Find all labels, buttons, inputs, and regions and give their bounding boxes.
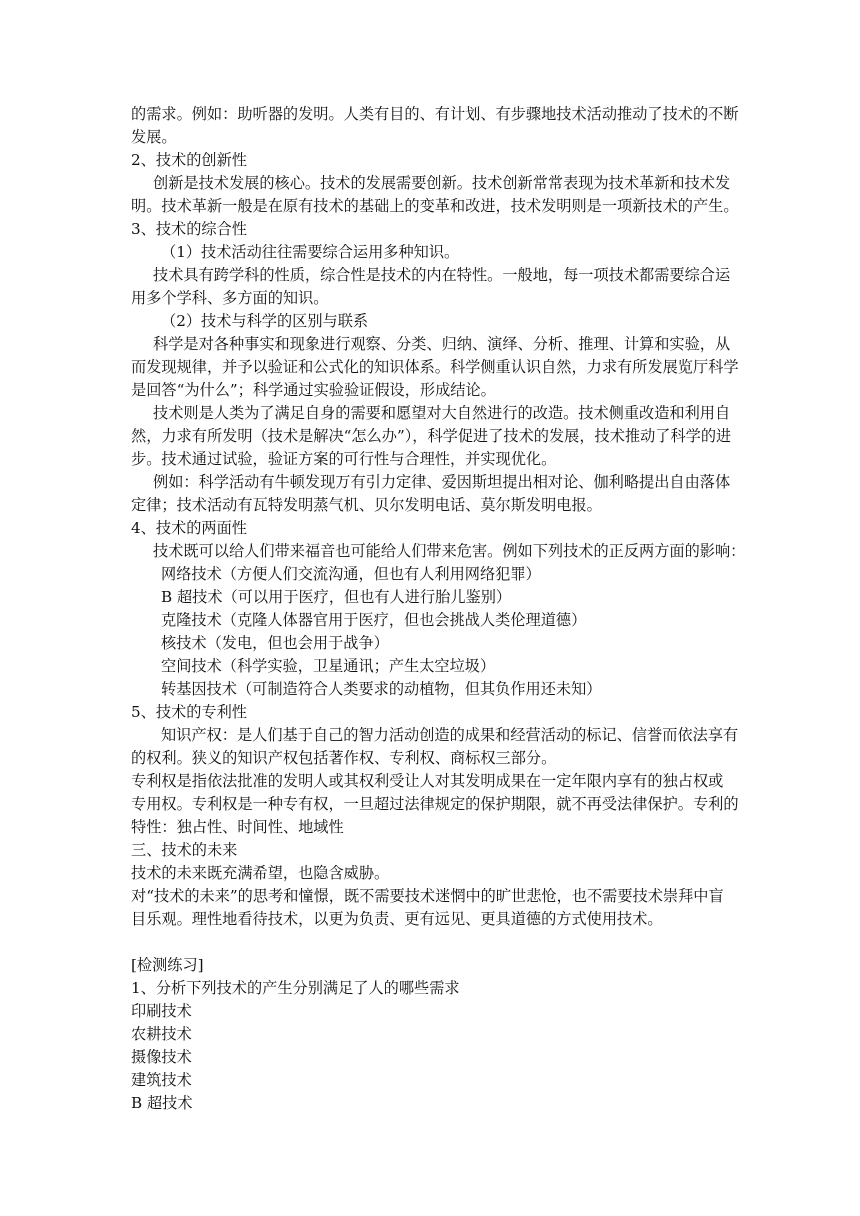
text-line: 知识产权：是人们基于自己的智力活动创造的成果和经营活动的标记、信誉而依法享有 <box>161 726 739 744</box>
section-heading: 3、技术的综合性 <box>131 220 247 238</box>
text-line: 技术既可以给人们带来福音也可能给人们带来危害。例如下列技术的正反两方面的影响： <box>153 542 746 560</box>
section-heading: 4、技术的两面性 <box>131 519 247 537</box>
list-item: 网络技术（方便人们交流沟通，但也有人利用网络犯罪） <box>161 565 541 583</box>
text-line: 用多个学科、多方面的知识。 <box>131 289 329 307</box>
text-line: 发展。 <box>131 128 177 146</box>
list-item: 转基因技术（可制造符合人类要求的动植物，但其负作用还未知） <box>161 680 602 698</box>
subsection-heading: （1）技术活动往往需要综合运用多种知识。 <box>161 243 460 261</box>
list-item: 空间技术（科学实验，卫星通讯；产生太空垃圾） <box>161 657 496 675</box>
text-line: 明。技术革新一般是在原有技术的基础上的变革和改进，技术发明则是一项新技术的产生。 <box>131 197 739 215</box>
subsection-heading: （2）技术与科学的区别与联系 <box>161 312 369 330</box>
exercise-item: B 超技术 <box>131 1094 193 1112</box>
text-line: 技术具有跨学科的性质，综合性是技术的内在特性。一般地，每一项技术都需要综合运 <box>153 266 731 284</box>
text-line: 目乐观。理性地看待技术，以更为负责、更有远见、更具道德的方式使用技术。 <box>131 910 663 928</box>
list-item: 核技术（发电，但也会用于战争） <box>161 634 389 652</box>
text-line: 创新是技术发展的核心。技术的发展需要创新。技术创新常常表现为技术革新和技术发 <box>153 174 731 192</box>
list-item: 克隆技术（克隆人体器官用于医疗，但也会挑战人类伦理道德） <box>161 611 587 629</box>
text-line: 然，力求有所发明（技术是解决“怎么办”），科学促进了技术的发展，技术推动了科学的进 <box>131 427 732 445</box>
text-line: 而发现规律，并予以验证和公式化的知识体系。科学侧重认识自然，力求有所发展览厅科学 <box>131 358 739 376</box>
text-line: 是回答“为什么”；科学通过实验验证假设，形成结论。 <box>131 381 496 399</box>
section-heading: 5、技术的专利性 <box>131 703 247 721</box>
exercise-question: 1、分析下列技术的产生分别满足了人的哪些需求 <box>131 979 460 997</box>
text-line: 科学是对各种事实和现象进行观察、分类、归纳、演绎、分析、推理、计算和实验，从 <box>153 335 731 353</box>
text-line: 技术则是人类为了满足自身的需要和愿望对大自然进行的改造。技术侧重改造和利用自 <box>153 404 731 422</box>
text-line: 例如：科学活动有牛顿发现万有引力定律、爱因斯坦提出相对论、伽利略提出自由落体 <box>153 473 731 491</box>
text-line: 的需求。例如：助听器的发明。人类有目的、有计划、有步骤地技术活动推动了技术的不断 <box>131 105 739 123</box>
chapter-heading: 三、技术的未来 <box>131 841 238 859</box>
exercise-item: 农耕技术 <box>131 1025 192 1043</box>
text-line: 专利权是指依法批准的发明人或其权利受让人对其发明成果在一定年限内享有的独占权或 <box>131 772 724 790</box>
exercise-item: 印刷技术 <box>131 1002 192 1020</box>
exercise-item: 建筑技术 <box>131 1071 192 1089</box>
text-line: 定律；技术活动有瓦特发明蒸气机、贝尔发明电话、莫尔斯发明电报。 <box>131 496 602 514</box>
text-line: 特性：独占性、时间性、地域性 <box>131 818 344 836</box>
exercise-heading: [检测练习] <box>131 956 204 974</box>
text-line: 对“技术的未来”的思考和憧憬，既不需要技术迷惘中的旷世悲怆，也不需要技术崇拜中盲 <box>131 887 724 905</box>
section-heading: 2、技术的创新性 <box>131 151 247 169</box>
text-line: 专用权。专利权是一种专有权，一旦超过法律规定的保护期限，就不再受法律保护。专利的 <box>131 795 739 813</box>
exercise-item: 摄像技术 <box>131 1048 192 1066</box>
text-line: 步。技术通过试验，验证方案的可行性与合理性，并实现优化。 <box>131 450 557 468</box>
text-line: 的权利。狭义的知识产权包括著作权、专利权、商标权三部分。 <box>131 749 557 767</box>
list-item: B 超技术（可以用于医疗，但也有人进行胎儿鉴别） <box>161 588 512 606</box>
text-line: 技术的未来既充满希望，也隐含威胁。 <box>131 864 390 882</box>
